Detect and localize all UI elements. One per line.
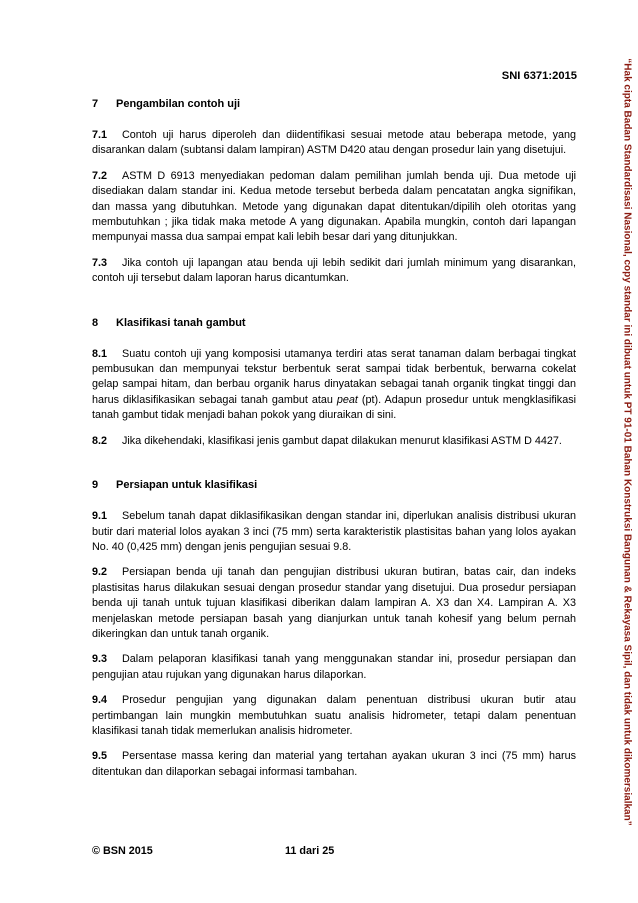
side-copyright-text: “Hak cipta Badan Standardisasi Nasional, copy standar ini dibuat untuk PT 91-01 Bahan Konstruksi Bangunan & Rekayasa Sipil, dan tidak untuk dikomersialkan”: [621, 58, 633, 826]
paragraph-text: Jika contoh uji lapangan atau benda uji lebih sedikit dari jumlah minimum yang disarankan, contoh uji tersebut dalam laporan harus dicantumkan.: [92, 256, 576, 285]
section-title: Pengambilan contoh uji: [116, 98, 241, 110]
paragraph-number: 9.1: [92, 510, 108, 523]
paragraph: [92, 652, 576, 683]
paragraph-number: 9.5: [92, 750, 108, 763]
paragraph-text: Contoh uji harus diperoleh dan diidentifikasi sesuai metode atau beberapa metode, yang disarankan dalam (subtansi dalam lampiran) ASTM D420 atau dengan prosedur lain yang disetujui.: [92, 129, 576, 157]
paragraph-text: Persiapan benda uji tanah dan pengujian distribusi ukuran butiran, batas cair, dan indeks plastisitas harus dilakukan sesuai dengan prosedur standar yang disetujui. Dua prosedur persiapan benda uji tanah untuk tujuan klasifikasi diberikan dalam lampiran A. X3 dan X4. Lampiran A. X3 menjelaskan metode persiapan basah yang dianjurkan untuk tanah kohesif yang belum pernah dikeringkan dan untuk tanah organik.: [92, 566, 576, 640]
document-body: [92, 98, 576, 790]
paragraph: [92, 693, 576, 739]
paragraph-text: Jika dikehendaki, klasifikasi jenis gambut dapat dilakukan menurut klasifikasi ASTM D 4427.: [122, 434, 562, 447]
paragraph-text: Suatu contoh uji yang komposisi utamanya terdiri atas serat tanaman dalam berbagai tingkat pembusukan dan mempunyai tekstur berbentuk serat sampai tidak berbentuk, berwarna cokelat gelap sampai hitam, dan berbau organik harus dinyatakan sebagai tanah organik tingkat tinggi dan harus diklasifikasikan sebagai tanah gambut atau peat (pt). Adapun prosedur untuk mengklasifikasi tanah gambut tidak menjadi bahan pokok yang diuraikan di sini.: [92, 347, 576, 422]
paragraph-number: 9.3: [92, 653, 108, 666]
paragraph: [92, 509, 576, 555]
paragraph-text: ASTM D 6913 menyediakan pedoman dalam pemilihan jumlah benda uji. Dua metode uji disediakan dalam standar ini. Kedua metode tersebut berbeda dalam pencatatan angka signifikan, dan massa yang dibutuhkan. Metode yang digunakan dapat ditentukan/dipilih oleh otoritas yang membutuhkan ; jika tidak maka metode A yang digunakan. Apabila mungkin, contoh dari lapangan mempunyai massa dua sampai empat kali lebih besar dari yang ditunjukkan.: [92, 169, 576, 244]
paragraph: [92, 434, 576, 449]
paragraph-number: 9.2: [92, 566, 108, 579]
paragraph: [92, 256, 576, 287]
paragraph: [92, 347, 576, 424]
section-heading: [92, 479, 576, 492]
paragraph-number: 8.2: [92, 434, 108, 447]
paragraph: [92, 169, 576, 246]
side-copyright-notice: [621, 22, 633, 862]
paragraph: [92, 128, 576, 159]
paragraph-text: Persentase massa kering dan material yang tertahan ayakan ukuran 3 inci (75 mm) harus ditentukan dan dilaporkan sebagai informasi tambahan.: [92, 750, 576, 778]
page-number: 11 dari 25: [285, 845, 335, 857]
paragraph: [92, 565, 576, 642]
standard-code: SNI 6371:2015: [501, 70, 577, 82]
paragraph-number: 8.1: [92, 347, 108, 360]
section-number: 8: [92, 316, 99, 329]
section-title: Klasifikasi tanah gambut: [116, 316, 246, 329]
paragraph-number: 9.4: [92, 694, 108, 707]
paragraph: [92, 749, 576, 780]
section-heading: [92, 98, 576, 111]
paragraph-text: Prosedur pengujian yang digunakan dalam penentuan distribusi ukuran butir atau pertimbangan lain mungkin membutuhkan suatu analisis hidrometer, tetapi dalam penentuan klasifikasi tanah tidak memerlukan analisis hidrometer.: [92, 694, 576, 737]
paragraph-text: Dalam pelaporan klasifikasi tanah yang menggunakan standar ini, prosedur persiapan dan pengujian atau rujukan yang digunakan harus dilaporkan.: [92, 653, 576, 681]
paragraph-number: 7.2: [92, 169, 108, 182]
section-title: Persiapan untuk klasifikasi: [116, 479, 258, 492]
section-number: 7: [92, 98, 99, 110]
section-number: 9: [92, 479, 99, 492]
paragraph-text: Sebelum tanah dapat diklasifikasikan dengan standar ini, diperlukan analisis distribusi ukuran butir dari material lolos ayakan 3 inci (75 mm) serta karakteristik plastisitas bahan yang lolos ayakan No. 40 (0,425 mm) dengan jenis pengujian sesuai 9.8.: [92, 510, 576, 553]
paragraph-number: 7.1: [92, 129, 108, 141]
section-heading: [92, 317, 576, 330]
footer-copyright: © BSN 2015: [92, 845, 153, 857]
paragraph-number: 7.3: [92, 256, 108, 269]
